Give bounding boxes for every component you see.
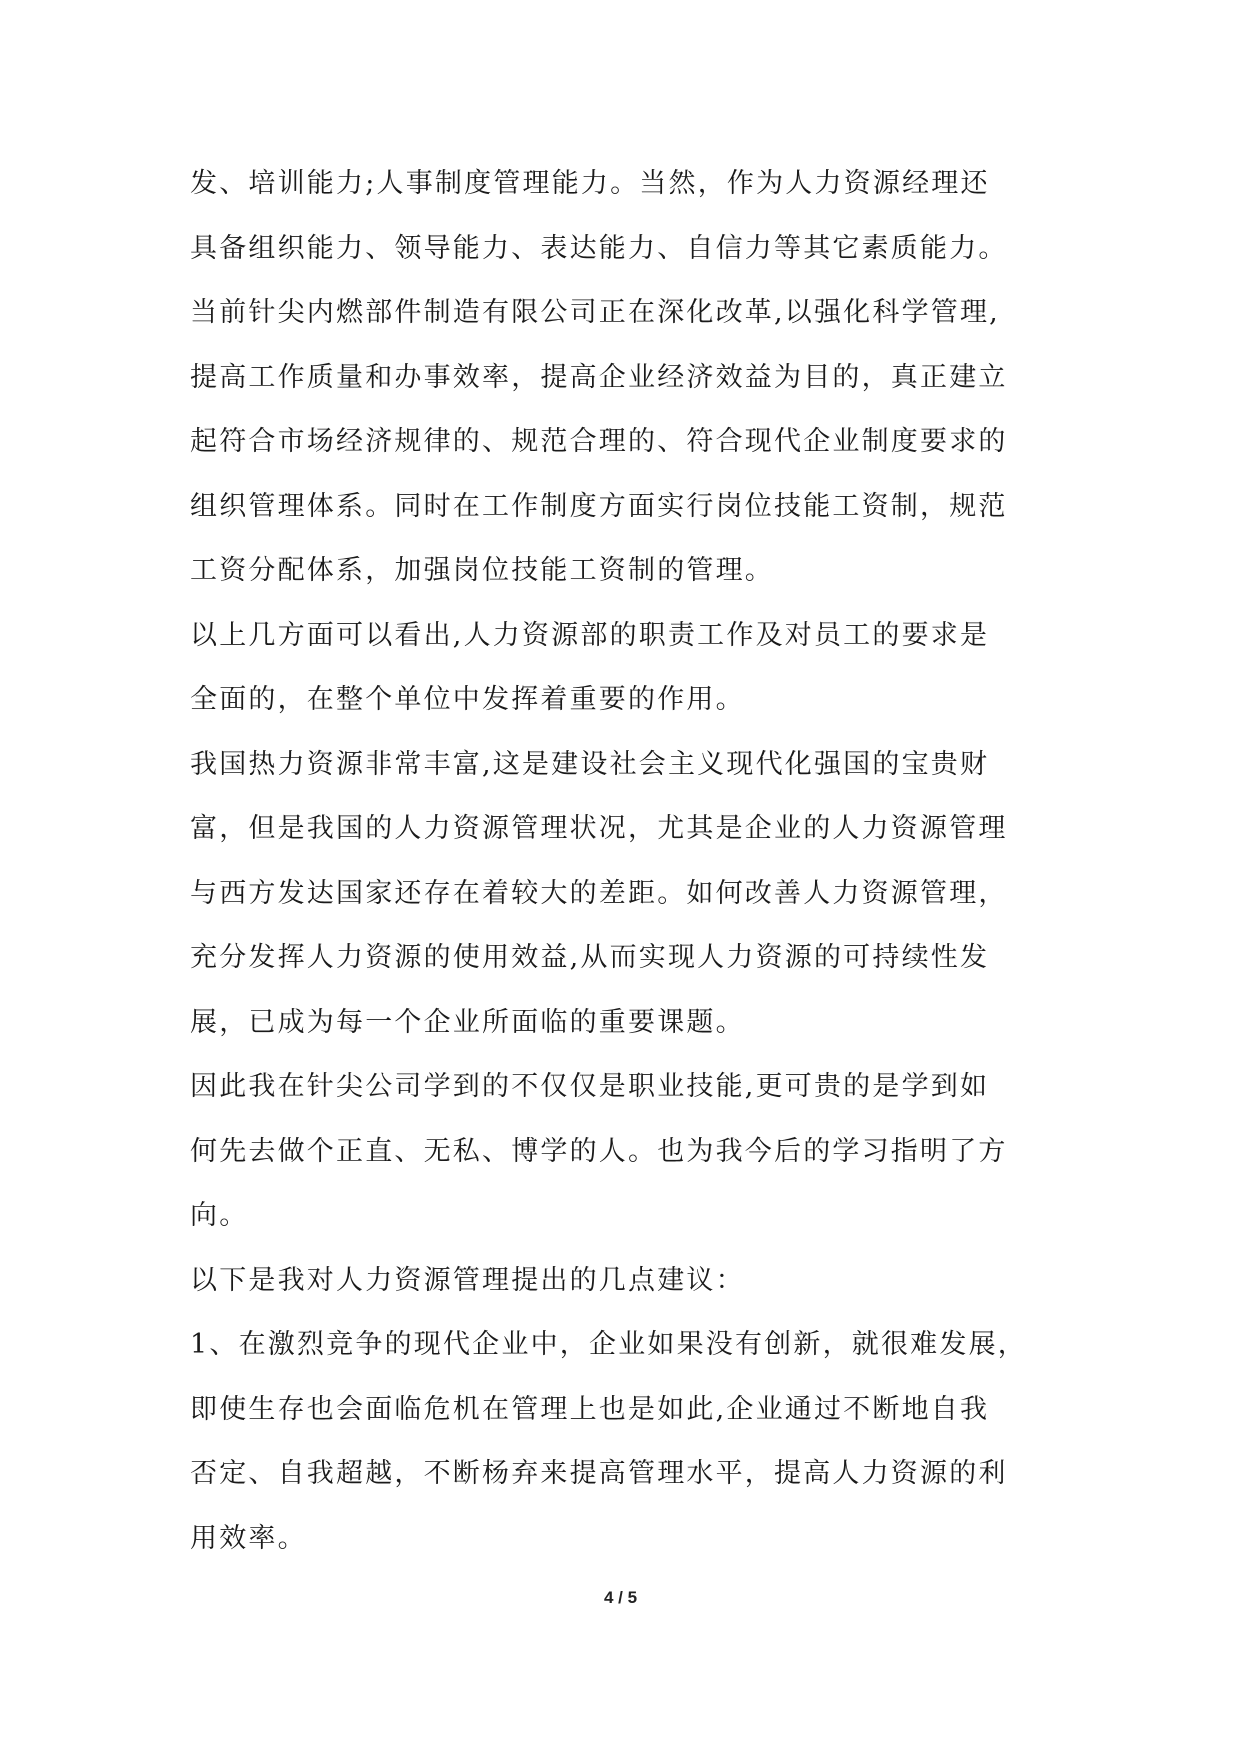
text-line: 与西方发达国家还存在着较大的差距。如何改善人力资源管理， xyxy=(190,877,1008,909)
text-line: 全面的，在整个单位中发挥着重要的作用。 xyxy=(190,684,745,715)
text-line: 用效率。 xyxy=(190,1522,307,1554)
text-line: 发、培训能力;人事制度管理能力。当然，作为人力资源经理还 xyxy=(190,168,990,199)
text-line: 当前针尖内燃部件制造有限公司正在深化改革,以强化科学管理, xyxy=(190,297,1000,328)
text-line: 工资分配体系，加强岗位技能工资制的管理。 xyxy=(190,555,774,586)
text-line: 即使生存也会面临危机在管理上也是如此,企业通过不断地自我 xyxy=(190,1393,990,1425)
text-line: 组织管理体系。同时在工作制度方面实行岗位技能工资制，规范 xyxy=(190,490,1008,522)
text-line: 以下是我对人力资源管理提出的几点建议： xyxy=(190,1264,745,1296)
text-line: 1、在激烈竞争的现代企业中，企业如果没有创新，就很难发展， xyxy=(190,1329,1027,1360)
text-line: 以上几方面可以看出,人力资源部的职责工作及对员工的要求是 xyxy=(190,619,990,651)
text-line: 何先去做个正直、无私、博学的人。也为我今后的学习指明了方 xyxy=(190,1135,1008,1167)
text-line: 富，但是我国的人力资源管理状况，尤其是企业的人力资源管理 xyxy=(190,813,1008,844)
text-line: 具备组织能力、领导能力、表达能力、自信力等其它素质能力。 xyxy=(190,232,1008,264)
text-line: 因此我在针尖公司学到的不仅仅是职业技能,更可贵的是学到如 xyxy=(190,1071,990,1102)
text-line: 充分发挥人力资源的使用效益,从而实现人力资源的可持续性发 xyxy=(190,942,990,973)
text-line: 否定、自我超越，不断杨弃来提高管理水平，提高人力资源的利 xyxy=(190,1458,1008,1489)
text-line: 提高工作质量和办事效率，提高企业经济效益为目的，真正建立 xyxy=(190,361,1008,393)
text-line: 展，已成为每一个企业所面临的重要课题。 xyxy=(190,1006,745,1038)
page-number: 4 / 5 xyxy=(603,1588,638,1607)
text-line: 起符合市场经济规律的、规范合理的、符合现代企业制度要求的 xyxy=(190,426,1008,457)
document-body xyxy=(190,152,1090,1571)
text-line: 我国热力资源非常丰富,这是建设社会主义现代化强国的宝贵财 xyxy=(190,748,990,780)
text-line: 向。 xyxy=(190,1200,249,1231)
